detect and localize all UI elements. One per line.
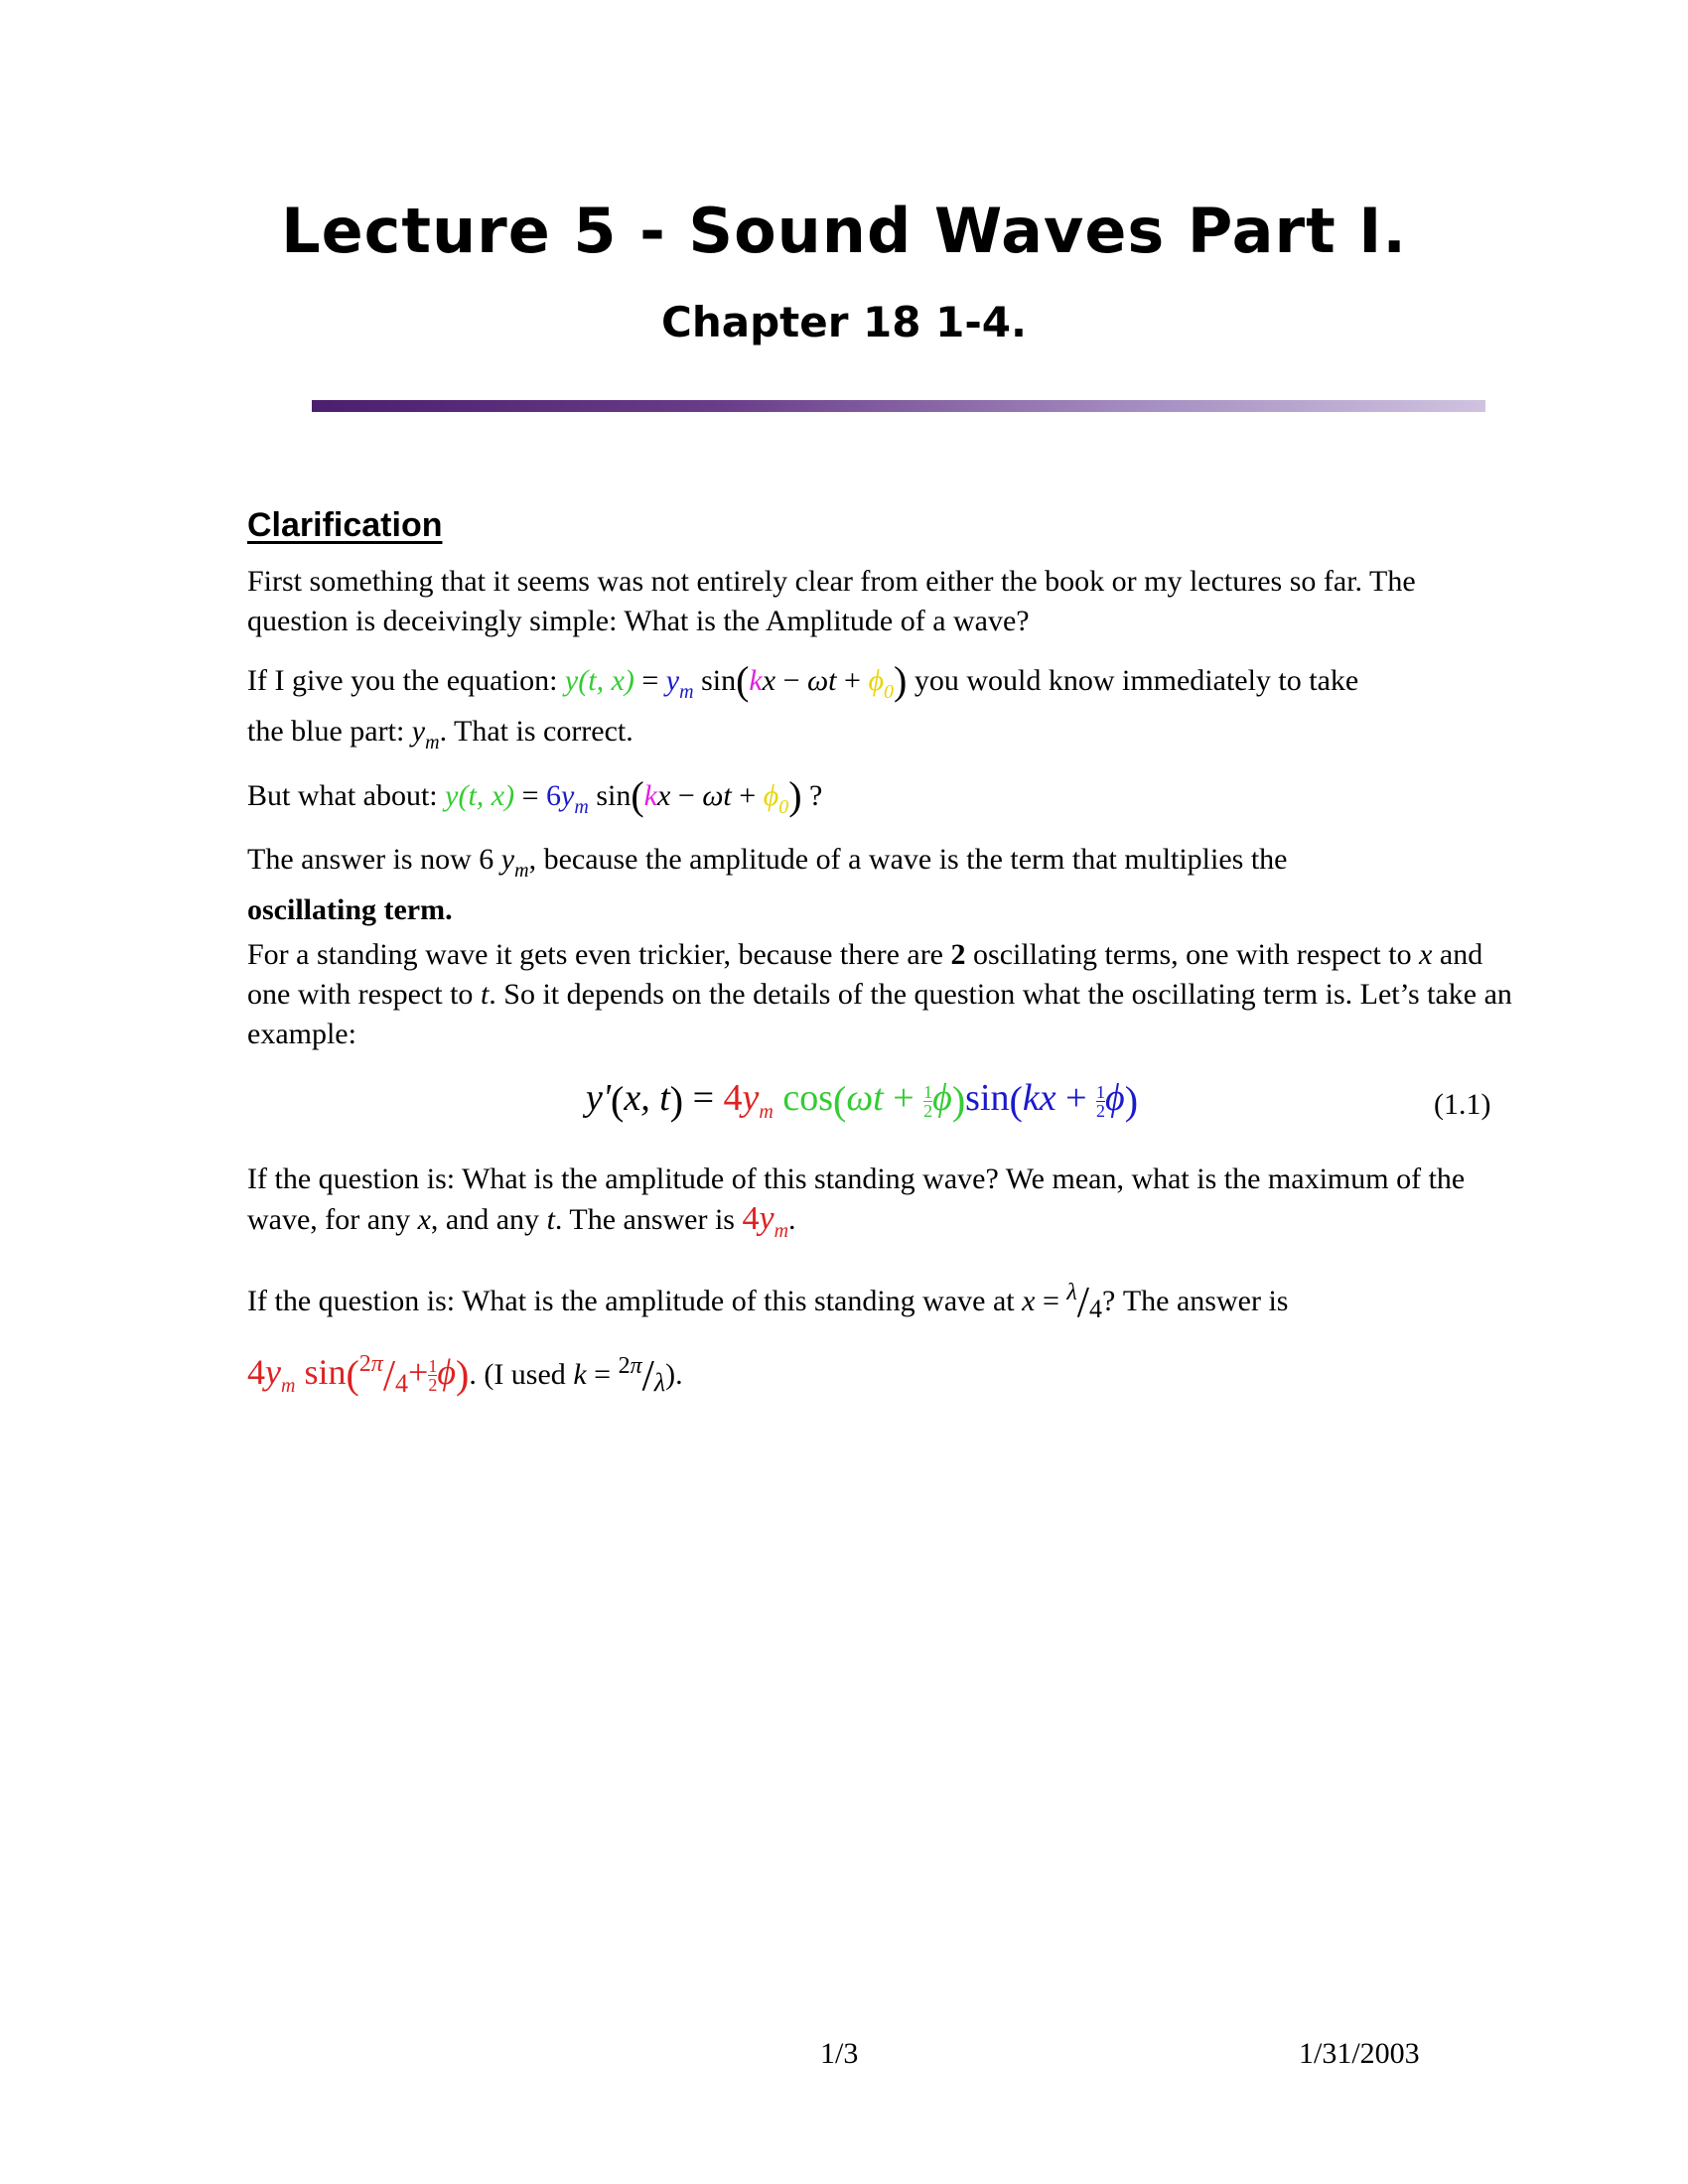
equation-standing-wave: y'(x, $t) = 4y_m$ cos(ωt + $\frac{1}{2}$ ϕ)sin(kx + $\frac{1}{2}$ ϕ) [586,1077,1139,1123]
paragraph-intro: First something that it seems was not entirely clear from either the book or my lectures so far. The question is deceivingly simple: What is the Amplitude of a wave? [247,565,1416,637]
paragraph-question-1: If the question is: What is the amplitude of this standing wave? We mean, what is the maximum of the wave, for any x, and any t. The answer is $4y_m$. [247,1162,1466,1242]
page-number: 1/3 [820,2037,859,2070]
section-heading: Clarification [247,506,443,544]
equation-number: (1.1) [1434,1088,1491,1121]
paragraph-standing-wave: For a standing wave it gets even trickier, because there are 2 oscillating terms, one with respect to x and one with respect to t. So it depends on the details of the question what the oscillating term is. Let’s take an example: [247,938,1512,1050]
page-title: Lecture 5 - Sound Waves Part I. [281,195,1407,267]
footer-date: 1/31/2003 [1299,2037,1420,2070]
paragraph-equation-1: If I give you the equation: y(t, $x) = y_m$ $\sin(kx - \omega t + \phi_0)$ you would know immediately to take the blue part: $y_m$. That is correct. [247,658,1359,753]
paragraph-equation-2: But what about: y(t, $x) = 6y_m$ $\sin(kx - \omega t + \phi_0)$ ? [247,773,823,818]
page-subtitle: Chapter 18 1-4. [661,298,1027,346]
title-divider [312,400,1485,412]
paragraph-question-2: If the question is: What is the amplitude of this standing wave at $x = ^\lambda/_4$? The answer is [247,1278,1289,1326]
paragraph-amplitude: The answer is now 6 $y_m$, because the amplitude of a wave is the term that multiplies the oscillating term. [247,843,1288,926]
equation-wave-scaled: y(t, $x) = 6y_m$ $\sin(kx - \omega t + \phi_0)$ [445,773,802,818]
equation-wave: y(t, $x) = y_m$ $\sin(kx - \omega t + \phi_0)$ [564,658,908,703]
paragraph-answer: $4y_m$ $\sin(^{2\pi}/_4+$ $\frac{1}{2}$ ϕ). (I used $k = ^{2\pi}/_\lambda$). [247,1351,683,1400]
